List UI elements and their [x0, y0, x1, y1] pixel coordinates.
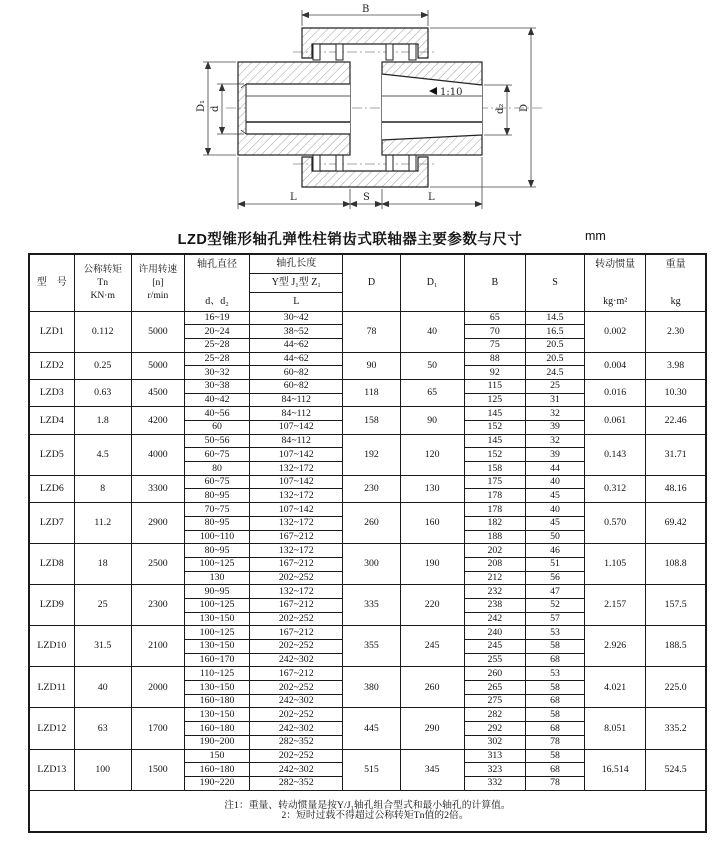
D-cell: 158 — [343, 407, 400, 434]
D1-cell: 40 — [400, 311, 464, 352]
length-cell: 242~302 — [250, 763, 343, 777]
col-header-torque: 公称转矩 Tn KN·m — [74, 254, 131, 311]
model-cell: LZD9 — [29, 585, 74, 626]
length-cell: 202~252 — [250, 571, 343, 585]
model-cell: LZD11 — [29, 667, 74, 708]
torque-cell: 18 — [74, 544, 131, 585]
table-row — [29, 475, 706, 489]
B-cell: 75 — [464, 338, 525, 352]
length-cell: 38~52 — [250, 325, 343, 339]
inertia-cell: 0.016 — [585, 379, 646, 406]
bore-cell: 100~125 — [184, 626, 249, 640]
model-cell: LZD1 — [29, 311, 74, 352]
weight-cell: 157.5 — [646, 585, 706, 626]
table-row — [29, 503, 706, 517]
speed-cell: 4200 — [131, 407, 184, 434]
S-cell: 50 — [525, 530, 584, 544]
B-cell: 208 — [464, 557, 525, 571]
bore-cell: 110~125 — [184, 667, 249, 681]
S-cell: 68 — [525, 722, 584, 736]
torque-cell: 100 — [74, 749, 131, 790]
speed-cell: 1700 — [131, 708, 184, 749]
torque-cell: 0.63 — [74, 379, 131, 406]
B-cell: 212 — [464, 571, 525, 585]
B-cell: 152 — [464, 421, 525, 435]
B-cell: 158 — [464, 462, 525, 476]
table-row — [29, 749, 706, 763]
torque-cell: 0.112 — [74, 311, 131, 352]
S-cell: 68 — [525, 653, 584, 667]
length-cell: 167~212 — [250, 557, 343, 571]
torque-cell: 11.2 — [74, 503, 131, 544]
S-cell: 68 — [525, 763, 584, 777]
D1-cell: 245 — [400, 626, 464, 667]
model-cell: LZD12 — [29, 708, 74, 749]
model-cell: LZD10 — [29, 626, 74, 667]
D1-cell: 90 — [400, 407, 464, 434]
B-cell: 188 — [464, 530, 525, 544]
D1-cell: 65 — [400, 379, 464, 406]
D1-cell: 120 — [400, 434, 464, 475]
spec-table — [28, 253, 707, 833]
B-cell: 178 — [464, 503, 525, 517]
D1-cell: 220 — [400, 585, 464, 626]
bore-cell: 100~125 — [184, 557, 249, 571]
col-header-inertia: 转动惯量 kg·m² — [585, 254, 646, 311]
length-cell: 84~112 — [250, 393, 343, 407]
torque-cell: 31.5 — [74, 626, 131, 667]
D-cell: 335 — [343, 585, 400, 626]
S-cell: 20.5 — [525, 338, 584, 352]
inertia-cell: 2.157 — [585, 585, 646, 626]
S-cell: 31 — [525, 393, 584, 407]
bore-cell: 60~75 — [184, 475, 249, 489]
inertia-cell: 4.021 — [585, 667, 646, 708]
col-header-S: S — [525, 254, 584, 311]
S-cell: 58 — [525, 640, 584, 654]
S-cell: 40 — [525, 503, 584, 517]
length-cell: 202~252 — [250, 640, 343, 654]
weight-cell: 31.71 — [646, 434, 706, 475]
length-cell: 132~172 — [250, 462, 343, 476]
B-cell: 178 — [464, 489, 525, 503]
D-cell: 445 — [343, 708, 400, 749]
length-cell: 202~252 — [250, 708, 343, 722]
bottom-sleeve — [302, 155, 428, 187]
length-cell: 242~302 — [250, 722, 343, 736]
bore-cell: 150 — [184, 749, 249, 763]
S-cell: 46 — [525, 544, 584, 558]
B-cell: 182 — [464, 516, 525, 530]
length-cell: 60~82 — [250, 366, 343, 380]
speed-cell: 5000 — [131, 311, 184, 352]
length-cell: 107~142 — [250, 448, 343, 462]
B-cell: 242 — [464, 612, 525, 626]
torque-cell: 4.5 — [74, 434, 131, 475]
note-2: 2：短时过载不得超过公称转矩Tn值的2倍。 — [281, 809, 469, 821]
inertia-cell: 2.926 — [585, 626, 646, 667]
inertia-cell: 16.514 — [585, 749, 646, 790]
B-cell: 232 — [464, 585, 525, 599]
speed-cell: 4500 — [131, 379, 184, 406]
model-cell: LZD13 — [29, 749, 74, 790]
bore-cell: 90~95 — [184, 585, 249, 599]
page-title: LZD型锥形轴孔弹性柱销齿式联轴器主要参数与尺寸 — [177, 232, 523, 248]
dim-label-d: d — [210, 105, 221, 112]
B-cell: 70 — [464, 325, 525, 339]
length-cell: 132~172 — [250, 516, 343, 530]
D-cell: 90 — [343, 352, 400, 379]
bore-cell: 40~56 — [184, 407, 249, 421]
col-header-D1: D₁ — [400, 254, 464, 311]
torque-cell: 0.25 — [74, 352, 131, 379]
bore-cell: 80 — [184, 462, 249, 476]
col-header-model: 型 号 — [29, 254, 74, 311]
bore-cell: 130~150 — [184, 612, 249, 626]
S-cell: 45 — [525, 516, 584, 530]
D1-cell: 160 — [400, 503, 464, 544]
length-cell: 282~352 — [250, 776, 343, 790]
torque-cell: 40 — [74, 667, 131, 708]
top-sleeve — [302, 28, 428, 60]
bore-cell: 60~75 — [184, 448, 249, 462]
inertia-cell: 8.051 — [585, 708, 646, 749]
col-header-length-L: L — [250, 292, 343, 311]
bore-cell: 100~110 — [184, 530, 249, 544]
model-cell: LZD3 — [29, 379, 74, 406]
S-cell: 58 — [525, 749, 584, 763]
bore-cell: 160~170 — [184, 653, 249, 667]
B-cell: 265 — [464, 681, 525, 695]
weight-cell: 48.16 — [646, 475, 706, 502]
length-cell: 202~252 — [250, 681, 343, 695]
weight-cell: 188.5 — [646, 626, 706, 667]
B-cell: 292 — [464, 722, 525, 736]
bore-cell: 40~42 — [184, 393, 249, 407]
S-cell: 47 — [525, 585, 584, 599]
dim-label-D1: D₁ — [196, 99, 207, 112]
dim-label-d2: d₂ — [495, 103, 506, 114]
D-cell: 230 — [343, 475, 400, 502]
S-cell: 68 — [525, 694, 584, 708]
length-cell: 84~112 — [250, 434, 343, 448]
bore-cell: 190~200 — [184, 735, 249, 749]
B-cell: 275 — [464, 694, 525, 708]
bore-cell: 130 — [184, 571, 249, 585]
notes-cell — [29, 790, 706, 832]
S-cell: 78 — [525, 776, 584, 790]
table-row — [29, 379, 706, 393]
length-cell: 132~172 — [250, 489, 343, 503]
length-cell: 107~142 — [250, 475, 343, 489]
length-cell: 167~212 — [250, 626, 343, 640]
model-cell: LZD6 — [29, 475, 74, 502]
S-cell: 16.5 — [525, 325, 584, 339]
speed-cell: 2900 — [131, 503, 184, 544]
left-hub — [238, 62, 350, 155]
B-cell: 313 — [464, 749, 525, 763]
model-cell: LZD8 — [29, 544, 74, 585]
D1-cell: 290 — [400, 708, 464, 749]
S-cell: 14.5 — [525, 311, 584, 325]
S-cell: 53 — [525, 667, 584, 681]
table-row — [29, 667, 706, 681]
col-header-B: B — [464, 254, 525, 311]
inertia-cell: 0.061 — [585, 407, 646, 434]
bore-cell: 80~95 — [184, 544, 249, 558]
weight-cell: 335.2 — [646, 708, 706, 749]
speed-cell: 5000 — [131, 352, 184, 379]
table-header — [29, 254, 706, 311]
B-cell: 88 — [464, 352, 525, 366]
table-notes — [29, 790, 706, 832]
speed-cell: 4000 — [131, 434, 184, 475]
torque-cell: 8 — [74, 475, 131, 502]
length-cell: 202~252 — [250, 612, 343, 626]
B-cell: 255 — [464, 653, 525, 667]
length-cell: 84~112 — [250, 407, 343, 421]
bore-cell: 130~150 — [184, 681, 249, 695]
inertia-cell: 0.002 — [585, 311, 646, 352]
B-cell: 65 — [464, 311, 525, 325]
B-cell: 145 — [464, 407, 525, 421]
inertia-cell: 0.312 — [585, 475, 646, 502]
D1-cell: 130 — [400, 475, 464, 502]
bore-cell: 130~150 — [184, 708, 249, 722]
D1-cell: 260 — [400, 667, 464, 708]
D-cell: 260 — [343, 503, 400, 544]
inertia-cell: 0.004 — [585, 352, 646, 379]
length-cell: 44~62 — [250, 352, 343, 366]
B-cell: 282 — [464, 708, 525, 722]
bore-cell: 70~75 — [184, 503, 249, 517]
D1-cell: 190 — [400, 544, 464, 585]
speed-cell: 3300 — [131, 475, 184, 502]
B-cell: 115 — [464, 379, 525, 393]
length-cell: 107~142 — [250, 503, 343, 517]
weight-cell: 22.46 — [646, 407, 706, 434]
bore-cell: 80~95 — [184, 489, 249, 503]
S-cell: 25 — [525, 379, 584, 393]
bore-cell: 160~180 — [184, 722, 249, 736]
inertia-cell: 0.570 — [585, 503, 646, 544]
length-cell: 44~62 — [250, 338, 343, 352]
torque-cell: 25 — [74, 585, 131, 626]
bore-cell: 30~32 — [184, 366, 249, 380]
bore-cell: 80~95 — [184, 516, 249, 530]
length-cell: 60~82 — [250, 379, 343, 393]
D1-cell: 345 — [400, 749, 464, 790]
table-row — [29, 585, 706, 599]
bore-cell: 16~19 — [184, 311, 249, 325]
coupling-drawing — [0, 0, 725, 225]
bore-cell: 130~150 — [184, 640, 249, 654]
dim-label-B: B — [362, 4, 370, 15]
bore-cell: 60 — [184, 421, 249, 435]
S-cell: 57 — [525, 612, 584, 626]
B-cell: 323 — [464, 763, 525, 777]
length-cell: 132~172 — [250, 585, 343, 599]
table-body — [29, 311, 706, 790]
table-row — [29, 434, 706, 448]
D-cell: 380 — [343, 667, 400, 708]
D-cell: 192 — [343, 434, 400, 475]
weight-cell: 108.8 — [646, 544, 706, 585]
D-cell: 118 — [343, 379, 400, 406]
table-row — [29, 407, 706, 421]
S-cell: 32 — [525, 434, 584, 448]
B-cell: 145 — [464, 434, 525, 448]
speed-cell: 2500 — [131, 544, 184, 585]
S-cell: 24.5 — [525, 366, 584, 380]
length-cell: 132~172 — [250, 544, 343, 558]
S-cell: 44 — [525, 462, 584, 476]
dim-label-S: S — [363, 192, 370, 203]
bore-cell: 190~220 — [184, 776, 249, 790]
right-hub — [382, 62, 482, 155]
table-row — [29, 544, 706, 558]
weight-cell: 2.30 — [646, 311, 706, 352]
length-cell: 202~252 — [250, 749, 343, 763]
taper-label: 1:10 — [440, 87, 463, 98]
unit-label: mm — [585, 229, 606, 243]
inertia-cell: 0.143 — [585, 434, 646, 475]
S-cell: 32 — [525, 407, 584, 421]
B-cell: 175 — [464, 475, 525, 489]
B-cell: 332 — [464, 776, 525, 790]
dim-label-L-left: L — [290, 192, 297, 203]
bore-cell: 160~180 — [184, 694, 249, 708]
bore-cell: 30~38 — [184, 379, 249, 393]
S-cell: 78 — [525, 735, 584, 749]
length-cell: 242~302 — [250, 694, 343, 708]
B-cell: 152 — [464, 448, 525, 462]
length-cell: 167~212 — [250, 598, 343, 612]
S-cell: 58 — [525, 708, 584, 722]
length-cell: 30~42 — [250, 311, 343, 325]
torque-cell: 1.8 — [74, 407, 131, 434]
S-cell: 53 — [525, 626, 584, 640]
B-cell: 202 — [464, 544, 525, 558]
S-cell: 39 — [525, 448, 584, 462]
bore-cell: 50~56 — [184, 434, 249, 448]
S-cell: 40 — [525, 475, 584, 489]
weight-cell: 10.30 — [646, 379, 706, 406]
speed-cell: 2100 — [131, 626, 184, 667]
inertia-cell: 1.105 — [585, 544, 646, 585]
model-cell: LZD5 — [29, 434, 74, 475]
bore-cell: 100~125 — [184, 598, 249, 612]
bore-cell: 25~28 — [184, 338, 249, 352]
dim-label-D: D — [519, 103, 530, 112]
D-cell: 78 — [343, 311, 400, 352]
table-row — [29, 311, 706, 325]
D1-cell: 50 — [400, 352, 464, 379]
table-row — [29, 626, 706, 640]
length-cell: 167~212 — [250, 667, 343, 681]
speed-cell: 1500 — [131, 749, 184, 790]
B-cell: 240 — [464, 626, 525, 640]
B-cell: 302 — [464, 735, 525, 749]
D-cell: 355 — [343, 626, 400, 667]
length-cell: 282~352 — [250, 735, 343, 749]
length-cell: 242~302 — [250, 653, 343, 667]
B-cell: 238 — [464, 598, 525, 612]
D-cell: 300 — [343, 544, 400, 585]
length-cell: 167~212 — [250, 530, 343, 544]
bore-cell: 25~28 — [184, 352, 249, 366]
weight-cell: 3.98 — [646, 352, 706, 379]
torque-cell: 63 — [74, 708, 131, 749]
table-row — [29, 708, 706, 722]
model-cell: LZD2 — [29, 352, 74, 379]
table-row — [29, 352, 706, 366]
S-cell: 20.5 — [525, 352, 584, 366]
weight-cell: 225.0 — [646, 667, 706, 708]
length-cell: 107~142 — [250, 421, 343, 435]
title-row — [0, 228, 725, 250]
S-cell: 39 — [525, 421, 584, 435]
B-cell: 125 — [464, 393, 525, 407]
S-cell: 52 — [525, 598, 584, 612]
S-cell: 45 — [525, 489, 584, 503]
D-cell: 515 — [343, 749, 400, 790]
B-cell: 245 — [464, 640, 525, 654]
model-cell: LZD7 — [29, 503, 74, 544]
S-cell: 56 — [525, 571, 584, 585]
bore-cell: 20~24 — [184, 325, 249, 339]
col-header-bore: 轴孔直径 d、d₂ — [184, 254, 249, 311]
B-cell: 92 — [464, 366, 525, 380]
col-header-speed: 许用转速 [n] r/min — [131, 254, 184, 311]
speed-cell: 2000 — [131, 667, 184, 708]
S-cell: 58 — [525, 681, 584, 695]
S-cell: 51 — [525, 557, 584, 571]
col-header-weight: 重量 kg — [646, 254, 706, 311]
weight-cell: 524.5 — [646, 749, 706, 790]
B-cell: 260 — [464, 667, 525, 681]
col-header-length-types: Y型 J₁型 Z₁ — [250, 273, 343, 292]
col-header-length: 轴孔长度 — [250, 254, 343, 273]
bore-cell: 160~180 — [184, 763, 249, 777]
note-1: 注1：重量、转动惯量是按Y/J₁轴孔组合型式和最小轴孔的计算值。 — [224, 799, 511, 811]
speed-cell: 2300 — [131, 585, 184, 626]
weight-cell: 69.42 — [646, 503, 706, 544]
col-header-D: D — [343, 254, 400, 311]
model-cell: LZD4 — [29, 407, 74, 434]
dim-label-L-right: L — [428, 192, 435, 203]
